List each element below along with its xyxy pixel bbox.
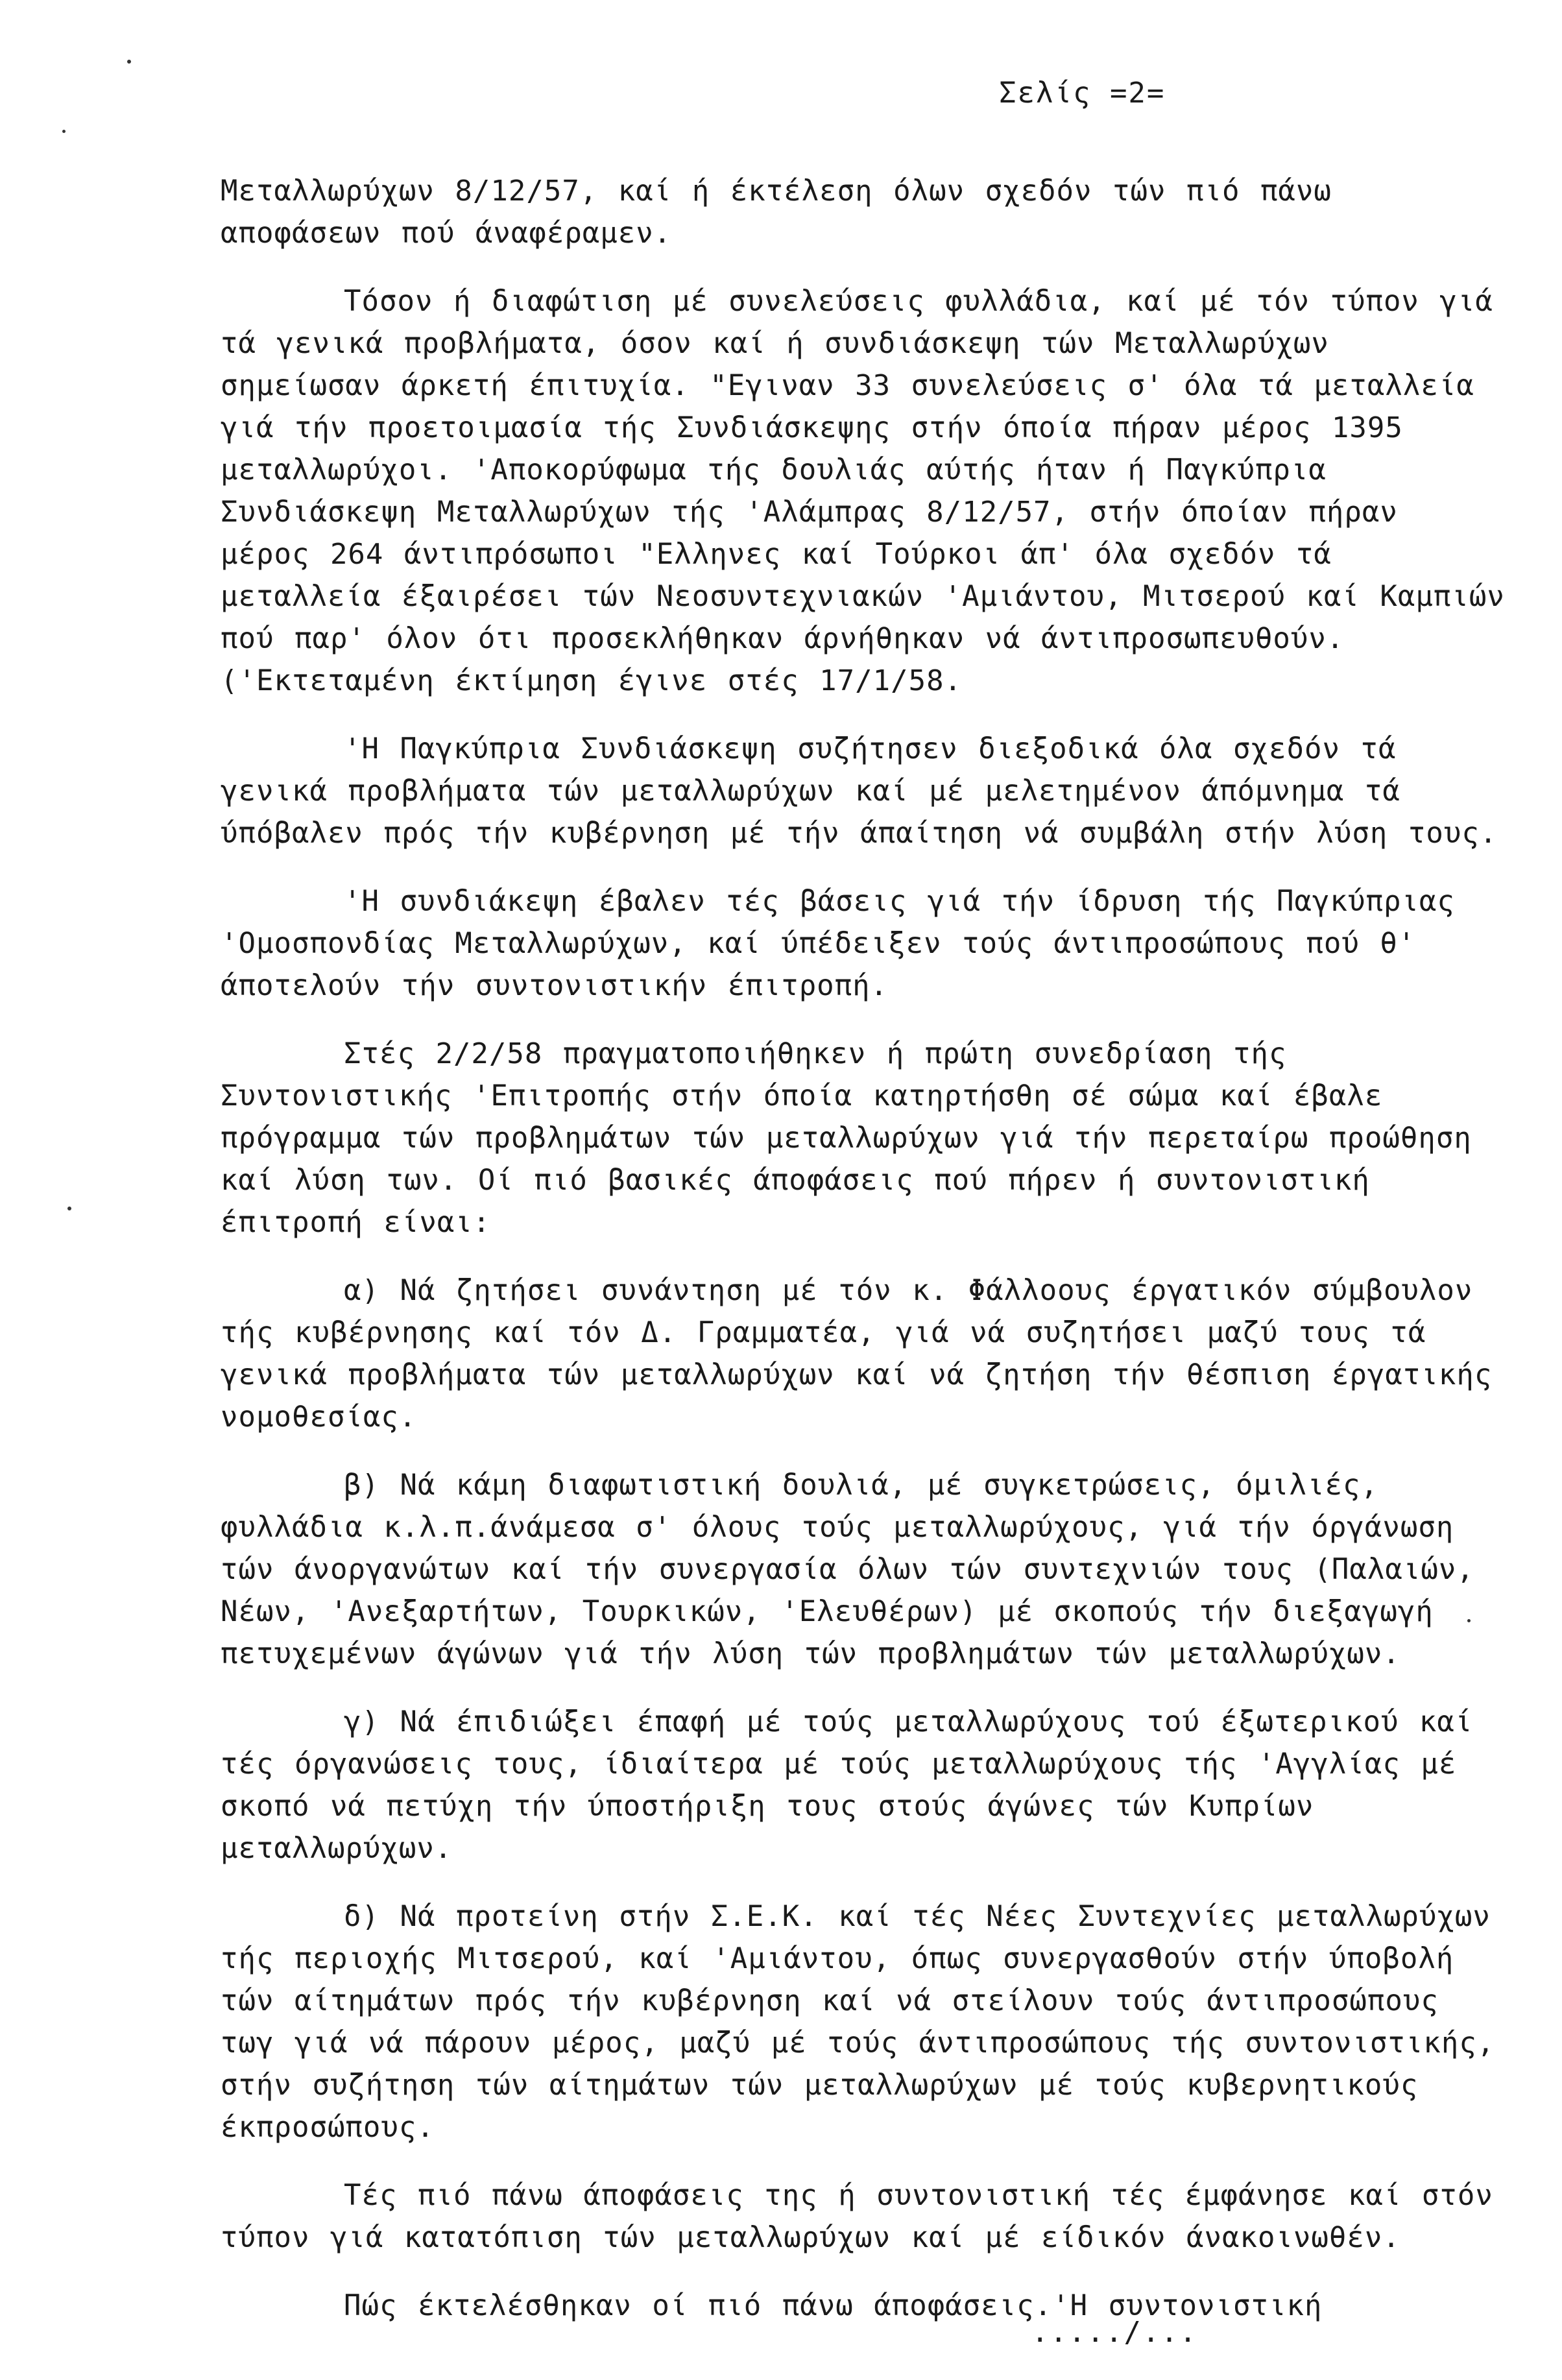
list-item-c: γ) Νά έπιδιώξει έπαφή μέ τούς μεταλλωρύχους τού έξωτερικού καί τές όργανώσεις τους, ίδιαίτερα μέ τούς μεταλλωρύχους τής 'Αγγλίας μέ σκοπό νά πετύχη τήν ύποστήριξη τους στούς άγώνες τών Κυπρίων μεταλλωρύχων.: [221, 1705, 1493, 1865]
paragraph-press: Τές πιό πάνω άποφάσεις της ή συντονιστική τές έμφάνησε καί στόν τύπον γιά κατατόπιση τών μεταλλωρύχων καί μέ είδικόν άνακοινωθέν.: [221, 2179, 1514, 2254]
scan-speck: [67, 1207, 71, 1210]
scan-speck: [1467, 1619, 1471, 1622]
page-number: Σελίς =2=: [999, 77, 1166, 110]
scan-speck: [127, 60, 131, 64]
paragraph-federation: 'Η συνδιάκεψη έβαλεν τές βάσεις γιά τήν ίδρυση τής Παγκύπριας 'Ομοσπονδίας Μεταλλωρύχων, καί ύπέδειξεν τούς άντιπροσώπους πού θ' άποτελούν τήν συντονιστικήν έπιτροπή.: [221, 885, 1476, 1002]
paragraph-first-meeting: Στές 2/2/58 πραγματοποιήθηκεν ή πρώτη συνεδρίαση τής Συντονιστικής 'Επιτροπής στήν όποία κατηρτήσθη σέ σώμα καί έβαλε πρόγραμμα τών προβλημάτων τών μεταλλωρύχων γιά τήν περεταίρω προώθηση καί λύση των. Οί πιό βασικές άποφάσεις πού πήρεν ή συντονιστική έπιτροπή είναι:: [221, 1037, 1493, 1239]
paragraph-enlightenment: Τόσον ή διαφώτιση μέ συνελεύσεις φυλλάδια, καί μέ τόν τύπον γιά τά γενικά προβλήματα, όσον καί ή συνδιάσκεψη τών Μεταλλωρύχων σημείωσαν άρκετή έπιτυχία. "Εγιναν 33 συνελεύσεις σ' όλα τά μεταλλεία γιά τήν προετοιμασία τής Συνδιάσκεψης στήν όποία πήραν μέρος 1395 μεταλλωρύχοι. 'Αποκορύφωμα τής δουλιάς αύτής ήταν ή Παγκύπρια Συνδιάσκεψη Μεταλλωρύχων τής 'Αλάμπρας 8/12/57, στήν όποίαν πήραν μέρος 264 άντιπρόσωποι "Ελληνες καί Τούρκοι άπ' όλα σχεδόν τά μεταλλεία έξαιρέσει τών Νεοσυντεχνιακών 'Αμιάντου, Μιτσερού καί Καμπιών πού παρ' όλον ότι προσεκλήθηκαν άρνήθηκαν νά άντιπροσωπευθούν.('Εκτεταμένη έκτίμηση έγινε στές 17/1/58.: [221, 285, 1526, 697]
list-item-d: δ) Νά προτείνη στήν Σ.Ε.Κ. καί τές Νέες Συντεχνίες μεταλλωρύχων τής περιοχής Μιτσερού, καί 'Αμιάντου, όπως συνεργασθούν στήν ύποβολή τών αίτημάτων πρός τήν κυβέρνηση καί νά στείλουν τούς άντιπροσώπους τωγ γιά νά πάρουν μέρος, μαζύ μέ τούς άντιπροσώπους τής συντονιστικής, στήν συζήτηση τών αίτημάτων τών μεταλλωρύχων μέ τούς κυβερνητικούς έκπροσώπους.: [221, 1900, 1515, 2144]
document-body: [221, 170, 1526, 2327]
paragraph-execution: Πώς έκτελέσθηκαν οί πιό πάνω άποφάσεις.'Η συντονιστική: [344, 2289, 1323, 2322]
scan-speck: [62, 130, 66, 133]
list-item-b: β) Νά κάμη διαφωτιστική δουλιά, μέ συγκετρώσεις, όμιλιές, φυλλάδια κ.λ.π.άνάμεσα σ' όλους τούς μεταλλωρύχους, γιά τήν όργάνωση τών άνοργανώτων καί τήν συνεργασία όλων τών συντεχνιών τους (Παλαιών, Νέων, 'Ανεξαρτήτων, Τουρκικών, 'Ελευθέρων) μέ σκοπούς τήν διεξαγωγή πετυχεμένων άγώνων γιά τήν λύση τών προβλημάτων τών μεταλλωρύχων.: [221, 1469, 1495, 1670]
continuation-mark: ...../...: [1031, 2316, 1198, 2349]
paragraph-conference: 'Η Παγκύπρια Συνδιάσκεψη συζήτησεν διεξοδικά όλα σχεδόν τά γενικά προβλήματα τών μεταλλωρύχων καί μέ μελετημένον άπόμνημα τά ύπόβαλεν πρός τήν κυβέρνηση μέ τήν άπαίτηση νά συμβάλη στήν λύση τους.: [221, 732, 1498, 850]
list-item-a: α) Νά ζητήσει συνάντηση μέ τόν κ. Φάλλοους έργατικόν σύμβουλον τής κυβέρνησης καί τόν Δ. Γραμματέα, γιά νά συζητήσει μαζύ τους τά γενικά προβλήματα τών μεταλλωρύχων καί νά ζητήση τήν θέσπιση έργατικής νομοθεσίας.: [221, 1274, 1513, 1434]
paragraph-continuation: Μεταλλωρύχων 8/12/57, καί ή έκτέλεση όλων σχεδόν τών πιό πάνω αποφάσεων πού άναφέραμεν.: [221, 174, 1352, 250]
